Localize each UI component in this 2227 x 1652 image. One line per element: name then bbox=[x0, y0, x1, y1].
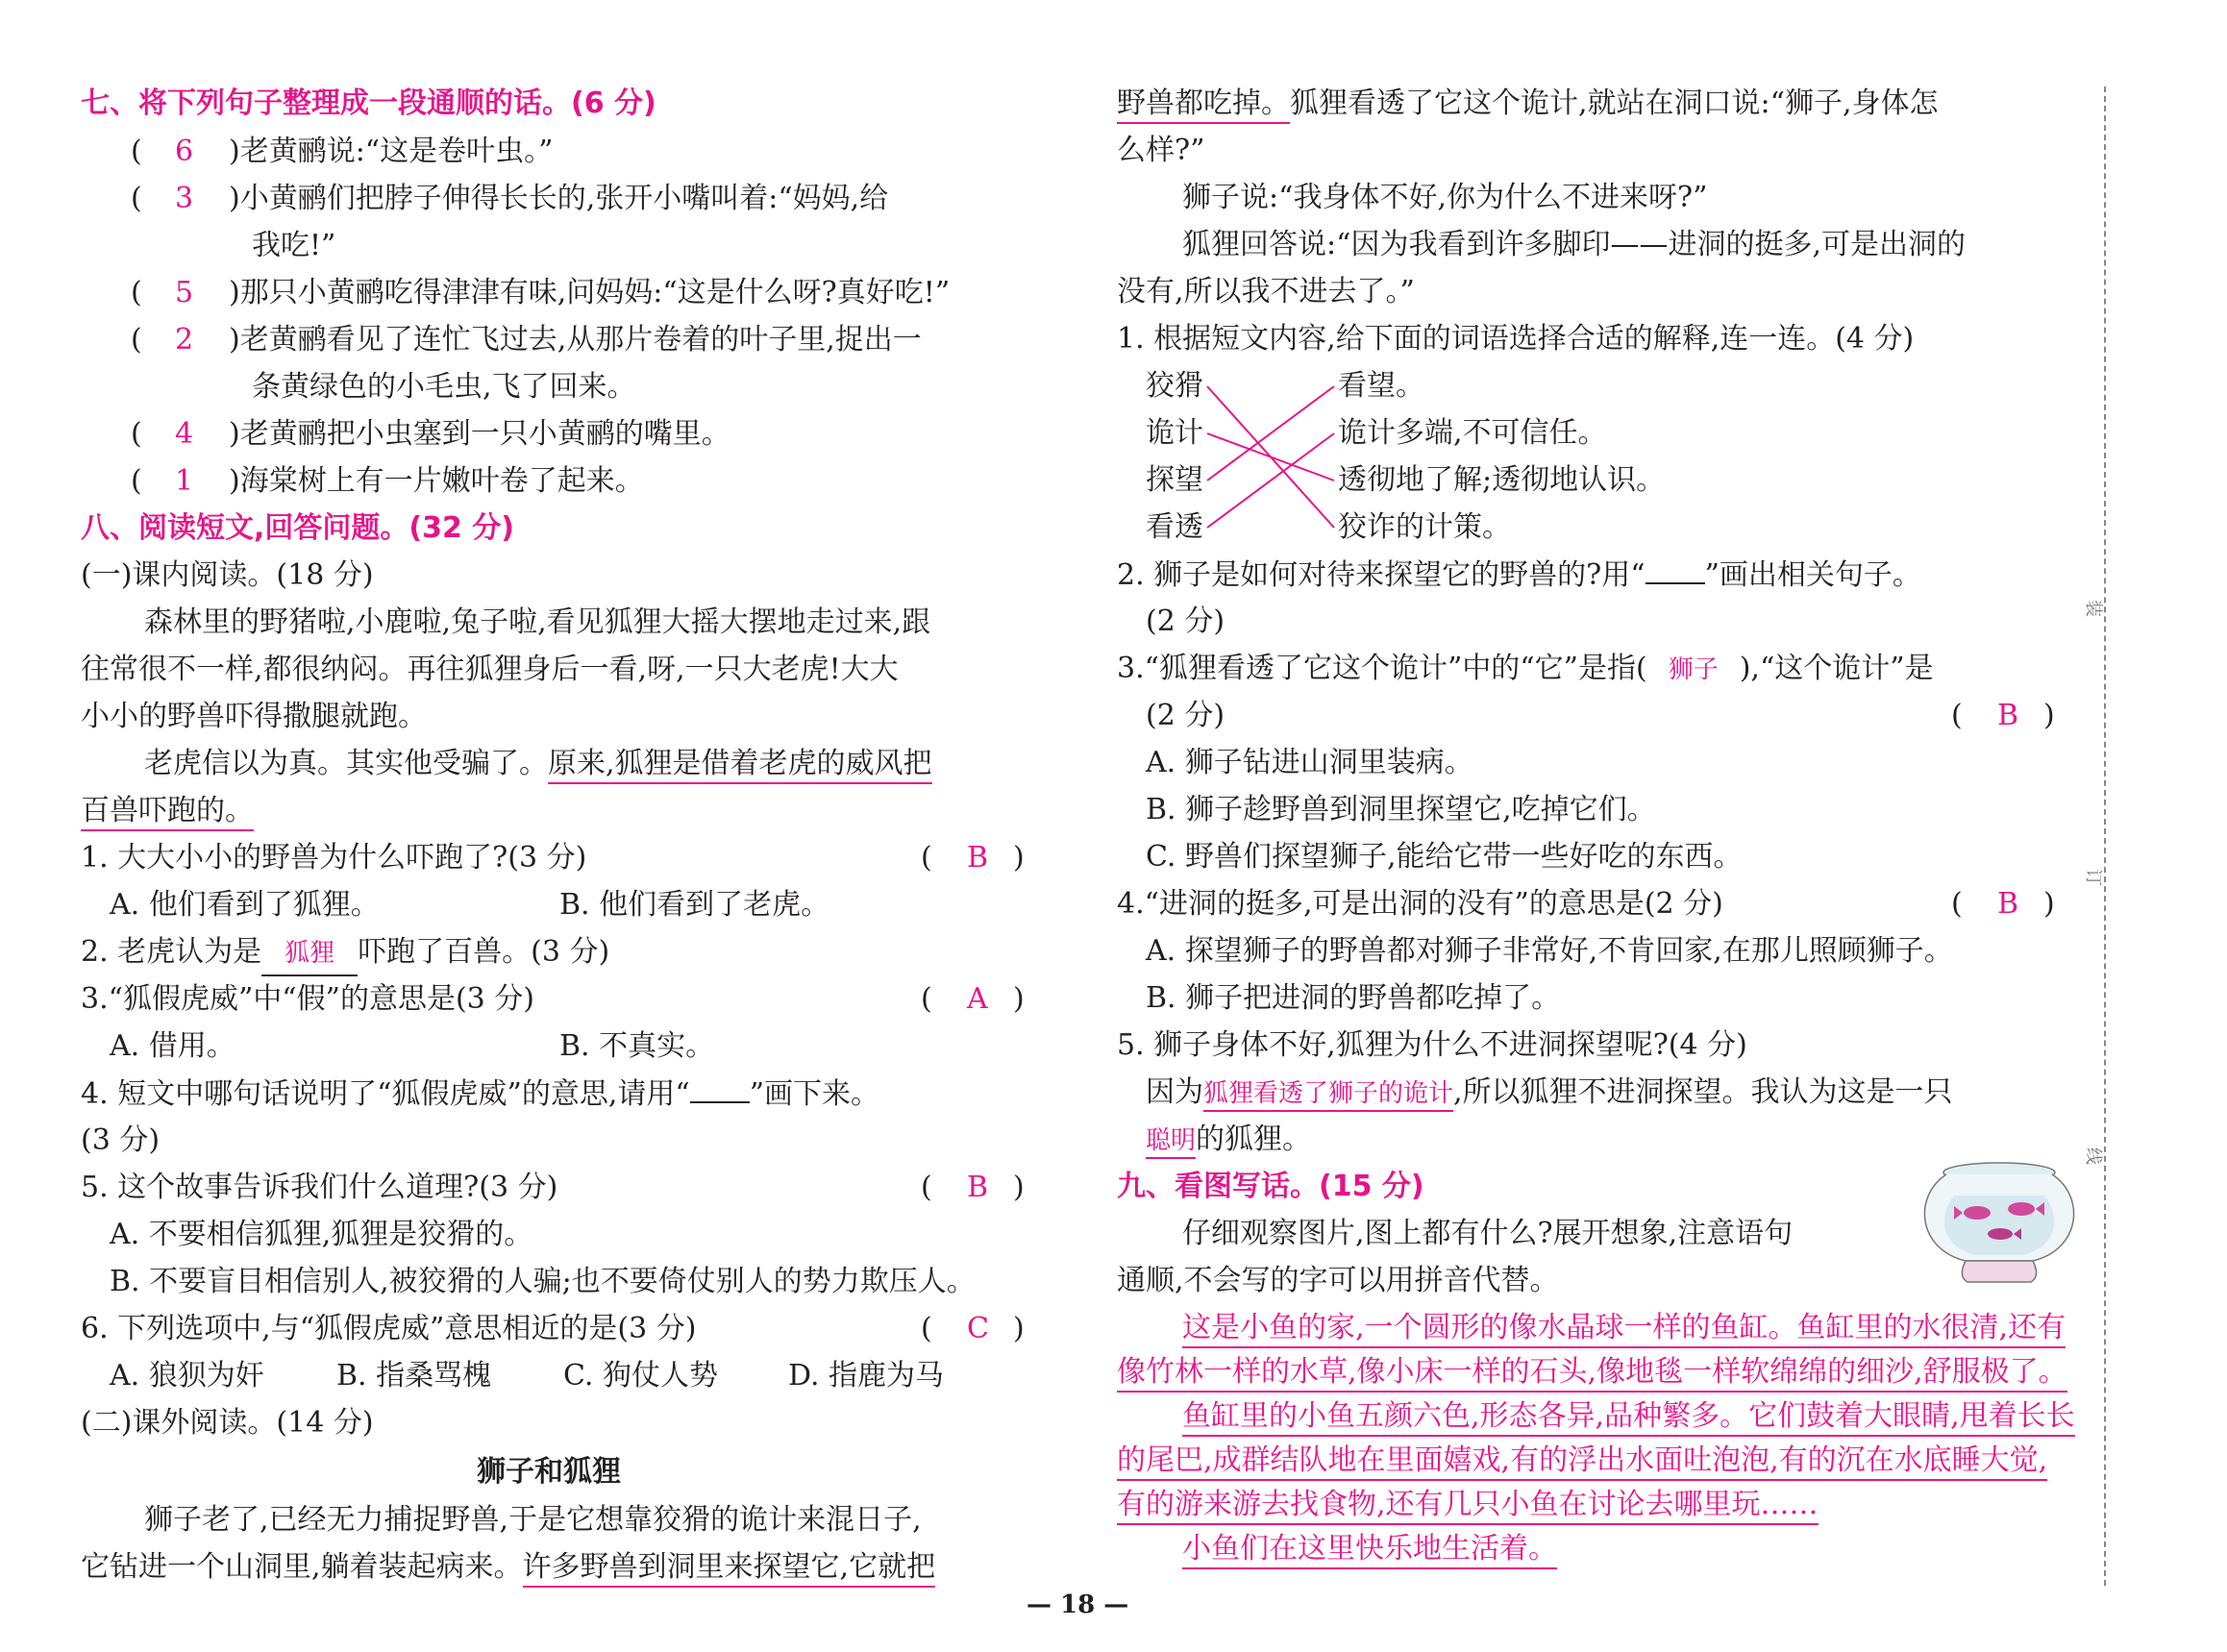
question-4: 4. 短文中哪句话说明了“狐假虎威”的意思,请用“ ”画下来。 bbox=[81, 1073, 879, 1116]
option: A. 狮子钻进山洞里装病。 bbox=[1146, 746, 1473, 779]
match-right-def: 看望。 bbox=[1338, 369, 1424, 403]
binding-line bbox=[2104, 86, 2106, 1586]
choice-answer: B bbox=[967, 1171, 989, 1204]
question-5: 5. 狮子身体不好,狐狸为什么不进洞探望呢?(4 分) bbox=[1117, 1028, 1747, 1062]
match-left-word: 诡计 bbox=[1146, 416, 1203, 450]
order-answer: 1 bbox=[175, 464, 194, 498]
essay-line: 有的游来游去找食物,还有几只小鱼在讨论去哪里玩…… bbox=[1117, 1484, 1819, 1526]
option: B. 他们看到了老虎。 bbox=[559, 888, 830, 922]
question-1: 1. 根据短文内容,给下面的词语选择合适的解释,连一连。(4 分) bbox=[1117, 322, 1915, 356]
choice-answer: A bbox=[967, 982, 988, 1016]
question-1: 1. 大大小小的野兽为什么吓跑了?(3 分) bbox=[81, 841, 587, 875]
option: A. 不要相信狐狸,狐狸是狡猾的。 bbox=[110, 1218, 533, 1251]
option: C. 野兽们探望狮子,能给它带一些好吃的东西。 bbox=[1146, 840, 1743, 874]
section8-heading: 八、阅读短文,回答问题。(32 分) bbox=[81, 511, 515, 545]
option: A. 借用。 bbox=[110, 1029, 235, 1063]
choice-answer: C bbox=[967, 1312, 989, 1345]
order-answer: 3 bbox=[175, 182, 194, 215]
order-answer: 6 bbox=[175, 135, 194, 168]
fill-answer: 聪明 bbox=[1146, 1126, 1196, 1159]
match-left-word: 狡猾 bbox=[1146, 369, 1203, 403]
passage-line: 么样?” bbox=[1117, 134, 1205, 167]
writing-prompt: 仔细观察图片,图上都有什么?展开想象,注意语句 bbox=[1182, 1217, 1794, 1250]
passage-line: 狐狸回答说:“因为我看到许多脚印——进洞的挺多,可是出洞的 bbox=[1182, 228, 1966, 261]
underlined-answer: 野兽都吃掉。 bbox=[1117, 86, 1290, 124]
matching-lines bbox=[1201, 365, 1355, 557]
question-4: 4.“进洞的挺多,可是出洞的没有”的意思是(2 分) bbox=[1117, 887, 1723, 921]
passage-line: 往常很不一样,都很纳闷。再往狐狸身后一看,呀,一只大老虎!大大 bbox=[81, 653, 899, 686]
match-line bbox=[1207, 386, 1334, 481]
underlined-answer: 百兽吓跑的。 bbox=[81, 794, 254, 831]
underlined-answer: 原来,狐狸是借着老虎的威风把 bbox=[548, 747, 932, 784]
binding-mark: 装 bbox=[2083, 600, 2103, 617]
story-title: 狮子和狐狸 bbox=[477, 1455, 621, 1489]
order-answer: 5 bbox=[175, 276, 194, 309]
option: A. 他们看到了狐狸。 bbox=[110, 888, 380, 922]
essay-line: 的尾巴,成群结队地在里面嬉戏,有的浮出水面吐泡泡,有的沉在水底睡大觉, bbox=[1117, 1440, 2047, 1482]
section9-heading: 九、看图写话。(15 分) bbox=[1117, 1170, 1424, 1203]
choice-answer: B bbox=[967, 841, 989, 875]
passage-line: 狮子老了,已经无力捕捉野兽,于是它想靠狡猾的诡计来混日子, bbox=[144, 1503, 922, 1537]
order-answer: 4 bbox=[175, 417, 194, 451]
option: B. 狮子趁野兽到洞里探望它,吃掉它们。 bbox=[1146, 793, 1656, 826]
question-3: 3.“狐狸看透了它这个诡计”中的“它”是指( 狮子 ),“这个诡计”是 bbox=[1117, 652, 1934, 685]
passage-line: 没有,所以我不进去了。” bbox=[1117, 275, 1415, 308]
question-3: 3.“狐假虎威”中“假”的意思是(3 分) bbox=[81, 982, 535, 1016]
passage-line: 森林里的野猪啦,小鹿啦,兔子啦,看见狐狸大摇大摆地走过来,跟 bbox=[144, 605, 931, 639]
match-line bbox=[1207, 433, 1334, 528]
match-left-word: 探望 bbox=[1146, 463, 1203, 497]
fill-answer: 狐狸 bbox=[261, 932, 358, 976]
order-answer: 2 bbox=[175, 323, 194, 357]
page-number: — 18 — bbox=[1027, 1590, 1129, 1619]
option: A. 狼狈为奸 bbox=[110, 1359, 264, 1393]
passage-line bbox=[81, 790, 254, 832]
fill-answer: 狐狸看透了狮子的诡计 bbox=[1203, 1079, 1453, 1112]
fishbowl-image bbox=[1908, 1153, 2091, 1288]
part1-heading: (一)课内阅读。(18 分) bbox=[81, 558, 374, 592]
match-right-def: 透彻地了解;透彻地认识。 bbox=[1338, 463, 1666, 497]
essay-line: 这是小鱼的家,一个圆形的像水晶球一样的鱼缸。鱼缸里的水很清,还有 bbox=[1182, 1307, 2066, 1349]
choice-answer: B bbox=[1997, 699, 2019, 732]
question-6: 6. 下列选项中,与“狐假虎威”意思相近的是(3 分) bbox=[81, 1312, 697, 1345]
answer-line: 聪明的狐狸。 bbox=[1146, 1119, 1311, 1162]
essay-line: 小鱼们在这里快乐地生活着。 bbox=[1182, 1528, 1557, 1570]
passage-line: 它钻进一个山洞里,躺着装起病来。许多野兽到洞里来探望它,它就把 bbox=[81, 1546, 935, 1589]
option: C. 狗仗人势 bbox=[563, 1359, 718, 1393]
match-left-word: 看透 bbox=[1146, 510, 1203, 544]
essay-line: 鱼缸里的小鱼五颜六色,形态各异,品种繁多。它们鼓着大眼睛,甩着长长 bbox=[1182, 1395, 2075, 1438]
section7-heading: 七、将下列句子整理成一段通顺的话。(6 分) bbox=[81, 86, 656, 120]
option: D. 指鹿为马 bbox=[788, 1359, 945, 1393]
option: B. 不要盲目相信别人,被狡猾的人骗;也不要倚仗别人的势力欺压人。 bbox=[110, 1265, 976, 1298]
match-right-def: 诡计多端,不可信任。 bbox=[1338, 416, 1607, 450]
match-line bbox=[1207, 433, 1334, 481]
writing-prompt: 通顺,不会写的字可以用拼音代替。 bbox=[1117, 1264, 1559, 1297]
passage-line: 老虎信以为真。其实他受骗了。原来,狐狸是借着老虎的威风把 bbox=[144, 743, 932, 785]
essay-line: 像竹林一样的水草,像小床一样的石头,像地毯一样软绵绵的细沙,舒服极了。 bbox=[1117, 1351, 2067, 1393]
option: B. 不真实。 bbox=[559, 1029, 715, 1063]
answer-line: 因为狐狸看透了狮子的诡计,所以狐狸不进洞探望。我认为这是一只 bbox=[1146, 1072, 1953, 1115]
choice-answer: B bbox=[1997, 887, 2019, 921]
passage-line: 小小的野兽吓得撒腿就跑。 bbox=[81, 700, 427, 733]
question-2: 2. 狮子是如何对待来探望它的野兽的?用“ ”画出相关句子。 bbox=[1117, 554, 1921, 597]
binding-mark: 线 bbox=[2083, 1147, 2103, 1165]
match-right-def: 狡诈的计策。 bbox=[1338, 510, 1511, 544]
passage-line: 野兽都吃掉。狐狸看透了它这个诡计,就站在洞口说:“狮子,身体怎 bbox=[1117, 83, 1939, 125]
binding-mark: 订 bbox=[2083, 869, 2103, 886]
question-5: 5. 这个故事告诉我们什么道理?(3 分) bbox=[81, 1171, 558, 1204]
option: B. 狮子把进洞的野兽都吃掉了。 bbox=[1146, 981, 1561, 1015]
underlined-answer: 许多野兽到洞里来探望它,它就把 bbox=[523, 1550, 936, 1588]
fill-answer: 狮子 bbox=[1668, 655, 1719, 684]
passage-line: 狮子说:“我身体不好,你为什么不进来呀?” bbox=[1182, 181, 1708, 214]
option: A. 探望狮子的野兽都对狮子非常好,不肯回家,在那儿照顾狮子。 bbox=[1146, 934, 1953, 968]
option: B. 指桑骂槐 bbox=[336, 1359, 492, 1393]
part2-heading: (二)课外阅读。(14 分) bbox=[81, 1406, 374, 1440]
question-2: 2. 老虎认为是 狐狸 吓跑了百兽。(3 分) bbox=[81, 931, 609, 976]
